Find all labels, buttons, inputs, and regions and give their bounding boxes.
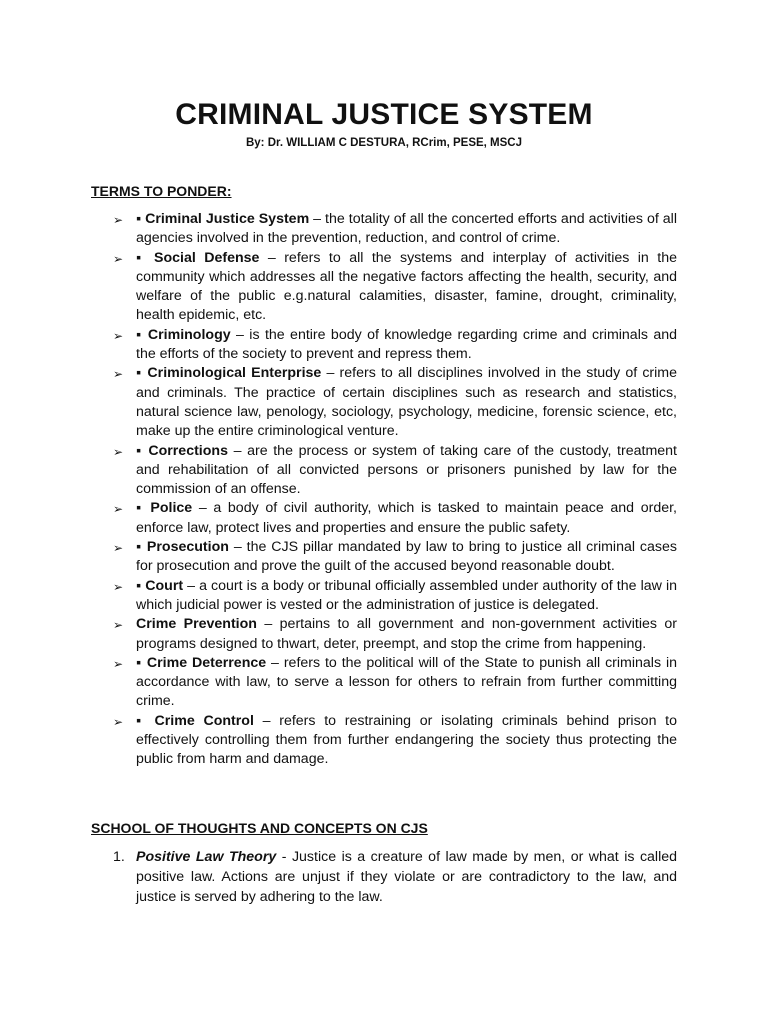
term-item-prosecution <box>113 538 677 577</box>
term-item-social-defense <box>113 249 677 326</box>
term-definition: – refers to restraining or isolating criminals behind prison to effectively controlling them from further endangering the society thus protecting the public from harm and damage. <box>136 712 678 768</box>
square-bullet: ▪ <box>136 211 146 227</box>
term-definition: – a body of civil authority, which is tasked to maintain peace and order, enforce law, protect lives and properties and ensure the public safety. <box>136 500 677 536</box>
term-item-crime-prevention <box>113 615 677 654</box>
square-bullet: ▪ <box>136 442 149 459</box>
arrow-bullet-icon: ➢ <box>113 328 124 343</box>
term-definition: – refers to all disciplines involved in the study of crime and criminals. The practice of certain disciplines such as research and statistics, natural science law, penology, sociology, psychology, medicine, forensic science, etc, make up the entire criminological venture. <box>136 365 677 440</box>
document-byline: By: Dr. WILLIAM C DESTURA, RCrim, PESE, MSCJ <box>245 137 523 149</box>
term-definition: – the CJS pillar mandated by law to bring to justice all criminal cases for prosecution and prove the guilt of the accused beyond reasonable doubt. <box>136 539 677 575</box>
schools-heading: SCHOOL OF THOUGHTS AND CONCEPTS ON CJS <box>91 820 428 836</box>
school-number: 1. <box>113 849 125 865</box>
term-definition: – refers to all the systems and interplay of activities in the community which addresses all the negative factors affecting the health, security, and welfare of the public e.g.natural calamities, disaster, famine, drought, criminality, health epidemic, etc. <box>136 249 677 324</box>
term-definition: – pertains to all government and non-government activities or programs designed to thwart, deter, preempt, and stop the crime from happening. <box>136 616 677 652</box>
term-definition: – refers to the political will of the State to punish all criminals in accordance with law, to serve a lesson for others to refrain from further committing crime. <box>136 654 677 710</box>
term-definition: – are the process or system of taking care of the custody, treatment and rehabilitation of all convicted persons or prisoners punished by law for the commission of an offense. <box>136 442 677 498</box>
arrow-bullet-icon: ➢ <box>113 251 124 266</box>
terms-list <box>113 210 677 770</box>
terms-heading: TERMS TO PONDER: <box>91 183 232 199</box>
arrow-bullet-icon: ➢ <box>113 618 124 633</box>
arrow-bullet-icon: ➢ <box>113 579 124 594</box>
arrow-bullet-icon: ➢ <box>113 444 124 459</box>
square-bullet: ▪ <box>136 654 147 671</box>
term-item-criminological-enterprise <box>113 364 677 441</box>
arrow-bullet-icon: ➢ <box>113 714 124 729</box>
square-bullet: ▪ <box>136 539 147 556</box>
term-name: Court <box>145 577 184 594</box>
term-item-criminal-justice-system <box>113 210 677 249</box>
school-name: Positive Law Theory <box>136 849 277 865</box>
term-name: Police <box>150 500 193 517</box>
square-bullet: ▪ <box>136 577 146 594</box>
term-name: Criminological Enterprise <box>147 365 322 382</box>
term-item-court <box>113 577 677 616</box>
term-name: Criminal Justice System <box>145 211 310 227</box>
term-definition: – the totality of all the concerted efforts and activities of all agencies involved in the prevention, reduction, and control of crime. <box>136 211 677 247</box>
document-title: CRIMINAL JUSTICE SYSTEM <box>175 98 593 131</box>
school-definition: - Justice is a creature of law made by men, or what is called positive law. Actions are unjust if they violate or are contradictory to the law, and justice is served by adhering to the law. <box>136 849 678 905</box>
arrow-bullet-icon: ➢ <box>113 541 124 556</box>
term-name: Corrections <box>148 442 228 459</box>
term-name: Crime Deterrence <box>146 654 267 671</box>
term-definition: – a court is a body or tribunal officially assembled under authority of the law in which judicial power is vested or the administration of justice is delegated. <box>136 577 677 613</box>
square-bullet: ▪ <box>136 712 155 729</box>
arrow-bullet-icon: ➢ <box>113 213 124 227</box>
term-definition: – is the entire body of knowledge regarding crime and criminals and the efforts of the society to prevent and repress them. <box>136 326 677 363</box>
term-name: Crime Prevention <box>136 616 257 633</box>
arrow-bullet-icon: ➢ <box>113 656 124 671</box>
arrow-bullet-icon: ➢ <box>113 502 124 517</box>
term-name: Crime Control <box>154 712 254 729</box>
term-item-crime-control <box>113 712 677 770</box>
term-item-corrections <box>113 442 677 500</box>
term-item-criminology <box>113 326 677 365</box>
square-bullet: ▪ <box>136 365 148 382</box>
arrow-bullet-icon: ➢ <box>113 367 124 382</box>
term-item-police <box>113 499 677 538</box>
square-bullet: ▪ <box>136 249 154 266</box>
schools-list <box>113 847 677 907</box>
term-name: Prosecution <box>146 539 229 556</box>
term-name: Social Defense <box>153 249 260 266</box>
square-bullet: ▪ <box>136 326 148 343</box>
term-item-crime-deterrence <box>113 654 677 712</box>
square-bullet: ▪ <box>136 500 151 517</box>
school-item-positive-law-theory <box>113 847 677 907</box>
term-name: Criminology <box>147 326 231 343</box>
